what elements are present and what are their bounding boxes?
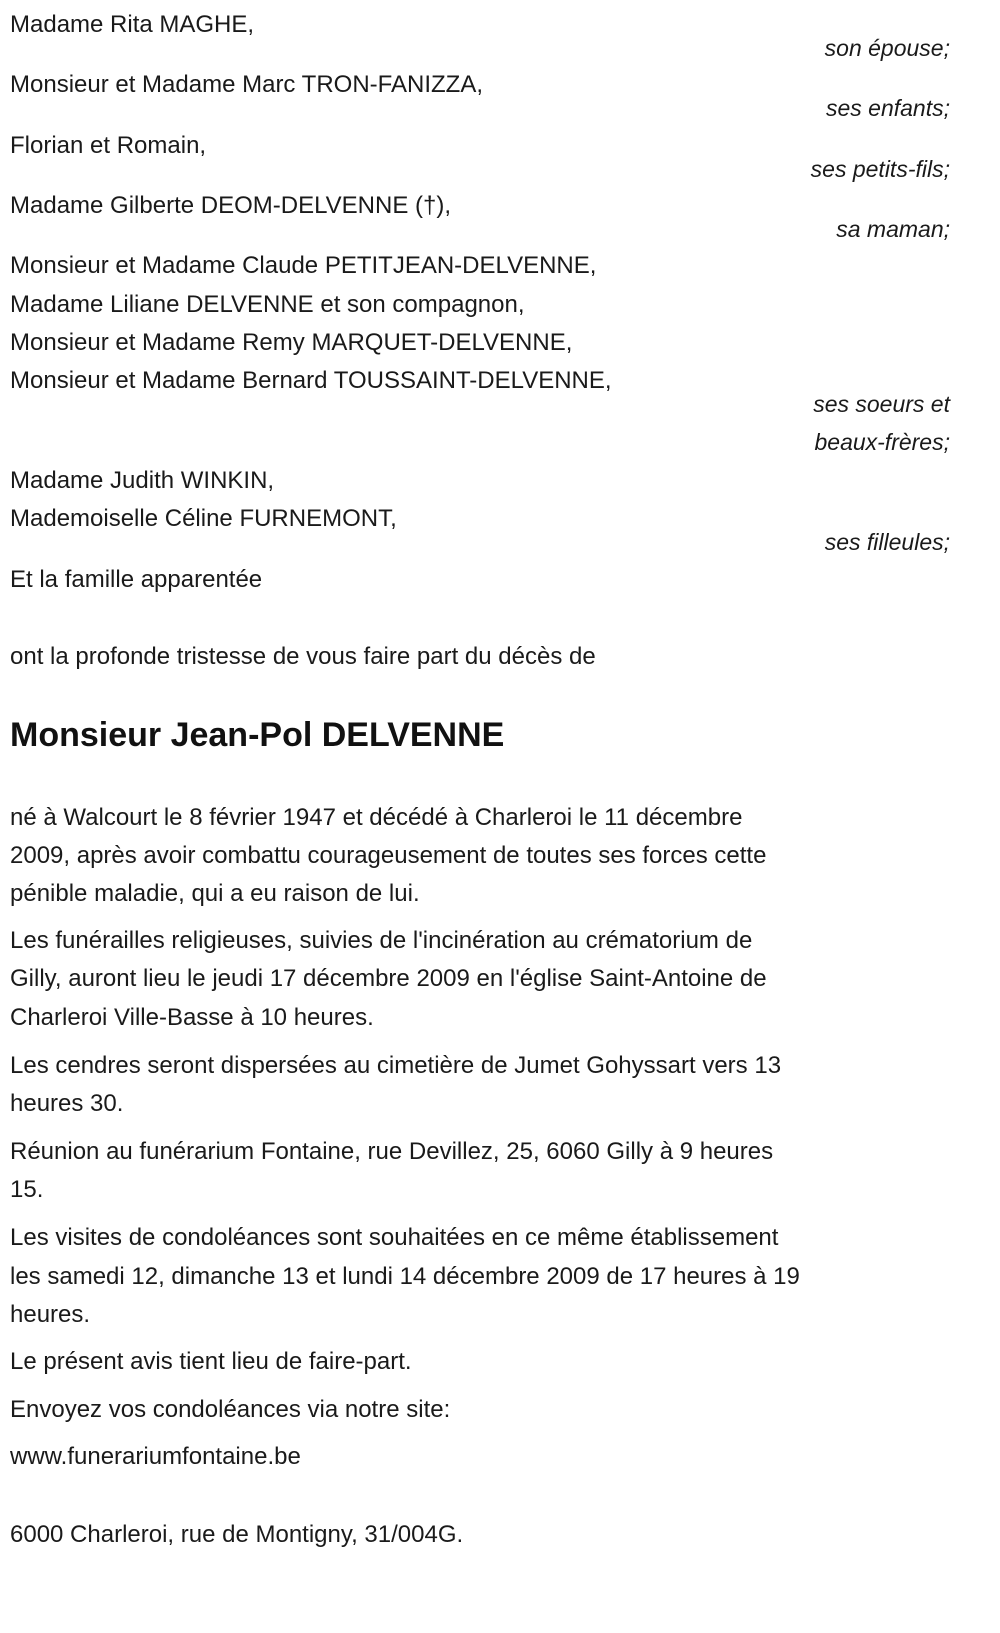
paragraph-line: heures 30.: [10, 1090, 124, 1117]
extended-family: Et la famille apparentée: [10, 566, 263, 593]
relation-label: ses filleules;: [824, 529, 950, 555]
family-name: Madame Judith WINKIN,: [10, 467, 275, 494]
paragraph-line: Gilly, auront lieu le jeudi 17 décembre 2009 en l'église Saint-Antoine de: [10, 965, 767, 992]
paragraph-line: 2009, après avoir combattu courageusement de toutes ses forces cette: [10, 842, 767, 869]
family-name: Madame Gilberte DEOM-DELVENNE (†),: [10, 192, 451, 219]
family-name: Mademoiselle Céline FURNEMONT,: [10, 505, 397, 532]
family-name: Monsieur et Madame Bernard TOUSSAINT-DELVENNE,: [10, 367, 612, 394]
paragraph-line: pénible maladie, qui a eu raison de lui.: [10, 880, 420, 907]
paragraph-line: né à Walcourt le 8 février 1947 et décédé à Charleroi le 11 décembre: [10, 804, 743, 831]
paragraph-line: Les funérailles religieuses, suivies de l'incinération au crématorium de: [10, 927, 753, 954]
relation-label: ses soeurs et: [813, 391, 950, 417]
website-link[interactable]: www.funerariumfontaine.be: [10, 1443, 301, 1470]
family-name: Monsieur et Madame Marc TRON-FANIZZA,: [10, 71, 483, 98]
paragraph-line: Charleroi Ville-Basse à 10 heures.: [10, 1004, 374, 1031]
deceased-name: Monsieur Jean-Pol DELVENNE: [10, 716, 505, 754]
relation-label: son épouse;: [824, 35, 950, 61]
paragraph-line: 15.: [10, 1176, 44, 1203]
address: 6000 Charleroi, rue de Montigny, 31/004G.: [10, 1521, 464, 1548]
relation-label: beaux-frères;: [814, 429, 950, 455]
relation-label: sa maman;: [836, 216, 950, 242]
relation-label: ses petits-fils;: [810, 156, 950, 182]
paragraph-line: Réunion au funérarium Fontaine, rue Devillez, 25, 6060 Gilly à 9 heures: [10, 1138, 774, 1165]
family-name: Florian et Romain,: [10, 132, 207, 159]
paragraph-line: Les visites de condoléances sont souhaitées en ce même établissement: [10, 1224, 779, 1251]
paragraph-line: Le présent avis tient lieu de faire-part.: [10, 1348, 412, 1375]
relation-label: ses enfants;: [825, 95, 950, 121]
family-name: Madame Rita MAGHE,: [10, 11, 255, 38]
paragraph-line: heures.: [10, 1301, 91, 1328]
announcement: ont la profonde tristesse de vous faire part du décès de: [10, 643, 596, 670]
paragraph-line: Les cendres seront dispersées au cimetière de Jumet Gohyssart vers 13: [10, 1052, 782, 1079]
family-name: Monsieur et Madame Claude PETITJEAN-DELVENNE,: [10, 252, 597, 279]
paragraph-line: les samedi 12, dimanche 13 et lundi 14 décembre 2009 de 17 heures à 19: [10, 1263, 800, 1290]
family-name: Monsieur et Madame Remy MARQUET-DELVENNE,: [10, 329, 573, 356]
family-name: Madame Liliane DELVENNE et son compagnon,: [10, 291, 525, 318]
paragraph-line: Envoyez vos condoléances via notre site:: [10, 1396, 451, 1423]
